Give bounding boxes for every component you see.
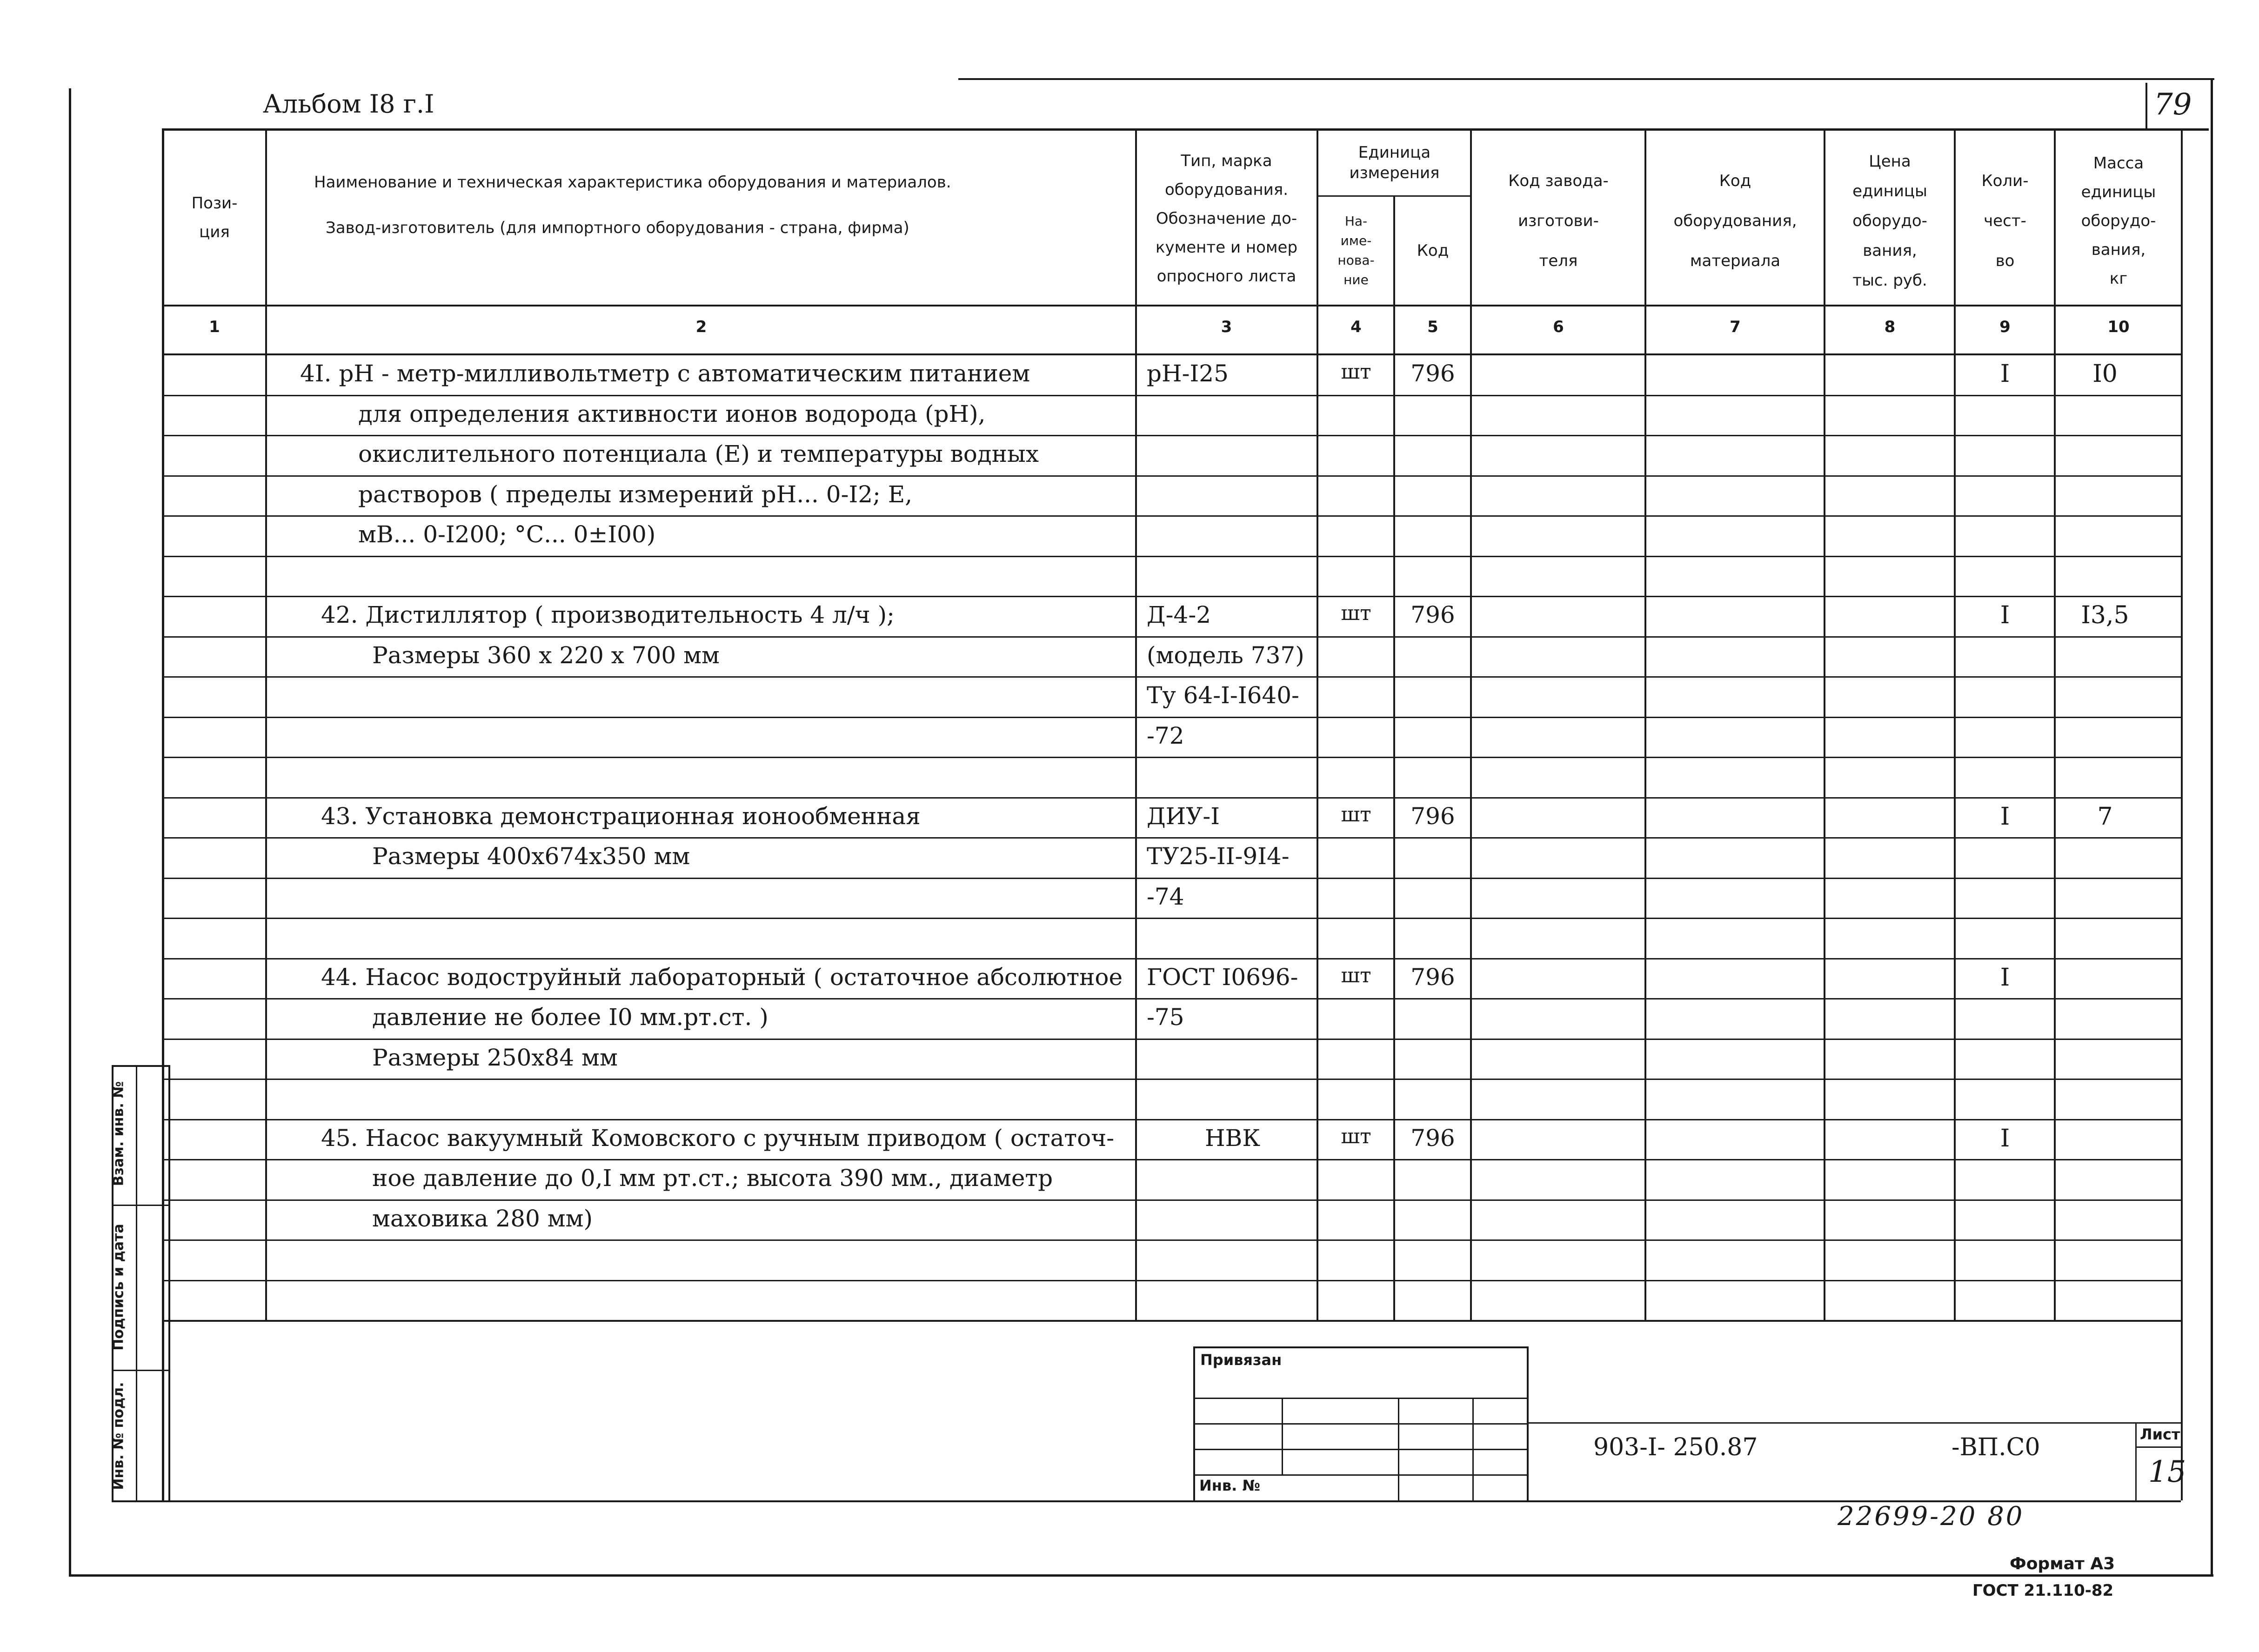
- header-factory-code: Код завода- изготови- теля: [1508, 172, 1609, 270]
- titleblock-v1: [1282, 1398, 1283, 1474]
- header-position: Пози- ция: [191, 193, 238, 241]
- colnum-2: 2: [695, 318, 707, 336]
- row-type: pH-I25: [1147, 360, 1229, 387]
- row-divider: [162, 1159, 2181, 1160]
- row-divider: [162, 717, 2181, 718]
- colnum-bottom: [162, 353, 2181, 355]
- colnum-6: 6: [1553, 318, 1564, 336]
- row-description: 42. Дистиллятор ( производительность 4 л/ч );: [321, 601, 895, 628]
- row-divider: [162, 1239, 2181, 1241]
- titleblock-h4: [1193, 1474, 1528, 1476]
- row-type: НВК: [1205, 1125, 1261, 1152]
- row-divider: [162, 1119, 2181, 1120]
- row-type: Д-4-2: [1147, 601, 1211, 628]
- row-divider: [162, 797, 2181, 799]
- row-divider: [162, 636, 2181, 638]
- row-unit-code: 796: [1410, 1125, 1455, 1152]
- row-mass: I3,5: [2081, 601, 2129, 629]
- header-name-line2: Завод-изготовитель (для импортного оборудования - страна, фирма): [326, 219, 909, 237]
- header-bottom: [162, 305, 2181, 306]
- col-divider-2: [1135, 128, 1137, 1322]
- row-description: маховика 280 мм): [372, 1205, 593, 1232]
- row-description: 43. Установка демонстрационная ионообменная: [321, 803, 921, 830]
- row-divider: [162, 676, 2181, 678]
- table-left: [162, 128, 164, 1500]
- header-unit-group: Единица измерения: [1349, 143, 1440, 182]
- col-divider-6: [1644, 128, 1646, 1322]
- row-divider: [162, 878, 2181, 879]
- table-top: [162, 128, 2209, 131]
- titleblock-v2: [1398, 1398, 1399, 1501]
- row-description: Размеры 400x674x350 мм: [372, 843, 690, 870]
- row-type: ГОСТ I0696-: [1147, 964, 1298, 991]
- row-description: 45. Насос вакуумный Комовского с ручным приводом ( остаточ-: [321, 1125, 1115, 1152]
- row-type: ТУ25-II-9I4-: [1147, 843, 1290, 870]
- list-cell-left: [2135, 1422, 2137, 1501]
- titleblock-h3: [1193, 1449, 1528, 1450]
- row-divider: [162, 1320, 2181, 1321]
- list-number: 15: [2148, 1455, 2186, 1489]
- row-divider: [162, 998, 2181, 999]
- row-description: 4I. pH - метр-милливольтметр с автоматическим питанием: [300, 360, 1030, 387]
- row-divider: [162, 475, 2181, 477]
- row-type: ДИУ-I: [1147, 803, 1220, 830]
- row-divider: [162, 757, 2181, 758]
- row-divider: [162, 435, 2181, 436]
- row-divider: [162, 918, 2181, 919]
- row-type: -72: [1147, 722, 1184, 749]
- col-divider-3: [1317, 128, 1318, 1322]
- table-right: [2181, 128, 2183, 1500]
- titleblock-top: [1193, 1346, 1528, 1348]
- side-stamp-right: [168, 1065, 170, 1502]
- gost-label: ГОСТ 21.110-82: [1972, 1581, 2114, 1600]
- row-description: окислительного потенциала (E) и температуры водных: [358, 440, 1039, 467]
- row-description: давление не более I0 мм.рт.ст. ): [372, 1004, 769, 1031]
- outer-frame-left: [69, 88, 71, 1577]
- row-divider: [162, 837, 2181, 839]
- outer-frame-top: [958, 78, 2214, 80]
- colnum-1: 1: [209, 318, 220, 336]
- colnum-7: 7: [1730, 318, 1741, 336]
- row-divider: [162, 596, 2181, 597]
- list-cell-split: [2135, 1446, 2182, 1448]
- row-description: Размеры 360 x 220 x 700 мм: [372, 642, 720, 669]
- titleblock-main-top: [1528, 1422, 2182, 1424]
- row-description: 44. Насос водоструйный лабораторный ( остаточное абсолютное: [321, 964, 1123, 991]
- doc-suffix: -ВП.С0: [1952, 1433, 2040, 1461]
- row-type: Ту 64-I-I640-: [1147, 682, 1299, 709]
- colnum-5: 5: [1427, 318, 1438, 336]
- side-label-vzam: Взам. инв. №: [110, 1081, 127, 1186]
- privyazan-label: Привязан: [1200, 1351, 1282, 1369]
- col-divider-4: [1393, 195, 1395, 1322]
- row-mass: I0: [2092, 360, 2118, 388]
- col-divider-9: [2054, 128, 2056, 1322]
- row-divider: [162, 515, 2181, 517]
- row-quantity: I: [2000, 964, 2010, 992]
- row-divider: [162, 1039, 2181, 1040]
- col-divider-1: [265, 128, 267, 1322]
- row-unit-code: 796: [1410, 964, 1455, 991]
- header-price: Цена единицы оборудо- вания, тыс. руб.: [1852, 152, 1927, 290]
- col-divider-7: [1824, 128, 1825, 1322]
- row-divider: [162, 1199, 2181, 1201]
- side-stamp-mid-line: [136, 1065, 137, 1502]
- colnum-4: 4: [1350, 318, 1362, 336]
- side-label-podpis: Подпись и дата: [110, 1224, 127, 1351]
- colnum-8: 8: [1884, 318, 1896, 336]
- row-unit-name: шт: [1341, 601, 1371, 625]
- outer-frame-bottom: [69, 1574, 2213, 1577]
- row-unit-name: шт: [1341, 803, 1371, 826]
- row-quantity: I: [2000, 803, 2010, 831]
- header-mass: Масса единицы оборудо- вания, кг: [2081, 154, 2156, 288]
- row-divider: [162, 556, 2181, 557]
- row-type: (модель 737): [1147, 642, 1304, 669]
- colnum-9: 9: [1999, 318, 2011, 336]
- titleblock-h2: [1193, 1423, 1528, 1425]
- row-description: Размеры 250x84 мм: [372, 1044, 618, 1071]
- outer-frame-right: [2211, 79, 2213, 1577]
- row-quantity: I: [2000, 1125, 2010, 1152]
- header-unit-code: Код: [1417, 241, 1449, 260]
- row-divider: [162, 1079, 2181, 1080]
- row-divider: [162, 395, 2181, 396]
- col-divider-8: [1954, 128, 1956, 1322]
- titleblock-h1: [1193, 1398, 1528, 1399]
- page-number-divider: [2145, 83, 2147, 129]
- inv-label: Инв. №: [1199, 1477, 1260, 1494]
- album-label: Альбом I8 г.I: [263, 89, 434, 119]
- row-unit-name: шт: [1341, 964, 1371, 987]
- col-divider-5: [1470, 128, 1472, 1322]
- list-label: Лист: [2140, 1426, 2180, 1443]
- row-divider: [162, 958, 2181, 959]
- row-quantity: I: [2000, 601, 2010, 629]
- side-label-inv-podl: Инв. № подл.: [110, 1382, 127, 1490]
- titleblock-v3: [1472, 1398, 1474, 1501]
- row-quantity: I: [2000, 360, 2010, 388]
- header-type: Тип, марка оборудования. Обозначение до- кументе и номер опросного листа: [1155, 152, 1298, 286]
- row-unit-code: 796: [1410, 360, 1455, 387]
- archive-number: 22699-20 80: [1838, 1501, 2025, 1532]
- header-name-line1: Наименование и техническая характеристика оборудования и материалов.: [314, 173, 951, 192]
- row-divider: [162, 1280, 2181, 1281]
- row-unit-code: 796: [1410, 601, 1455, 628]
- row-type: -75: [1147, 1004, 1184, 1031]
- row-unit-name: шт: [1341, 1125, 1371, 1148]
- row-description: растворов ( пределы измерений pH... 0-I2; E,: [358, 481, 913, 508]
- unit-group-split: [1317, 195, 1472, 197]
- row-mass: 7: [2097, 803, 2113, 831]
- row-description: мВ... 0-I200; °С... 0±I00): [358, 521, 656, 548]
- header-equip-code: Код оборудования, материала: [1673, 172, 1797, 270]
- row-type: -74: [1147, 883, 1184, 910]
- header-unit-name: На- име- нова- ние: [1337, 213, 1375, 287]
- format-label: Формат А3: [2010, 1554, 2115, 1573]
- colnum-10: 10: [2107, 318, 2130, 336]
- page-number: 79: [2154, 87, 2192, 122]
- row-unit-name: шт: [1341, 360, 1371, 384]
- colnum-3: 3: [1221, 318, 1232, 336]
- header-quantity: Коли- чест- во: [1981, 172, 2029, 270]
- row-unit-code: 796: [1410, 803, 1455, 830]
- doc-code: 903-I- 250.87: [1593, 1433, 1758, 1461]
- row-description: ное давление до 0,I мм рт.ст.; высота 390 мм., диаметр: [372, 1165, 1053, 1192]
- row-description: для определения активности ионов водорода (pH),: [358, 400, 986, 427]
